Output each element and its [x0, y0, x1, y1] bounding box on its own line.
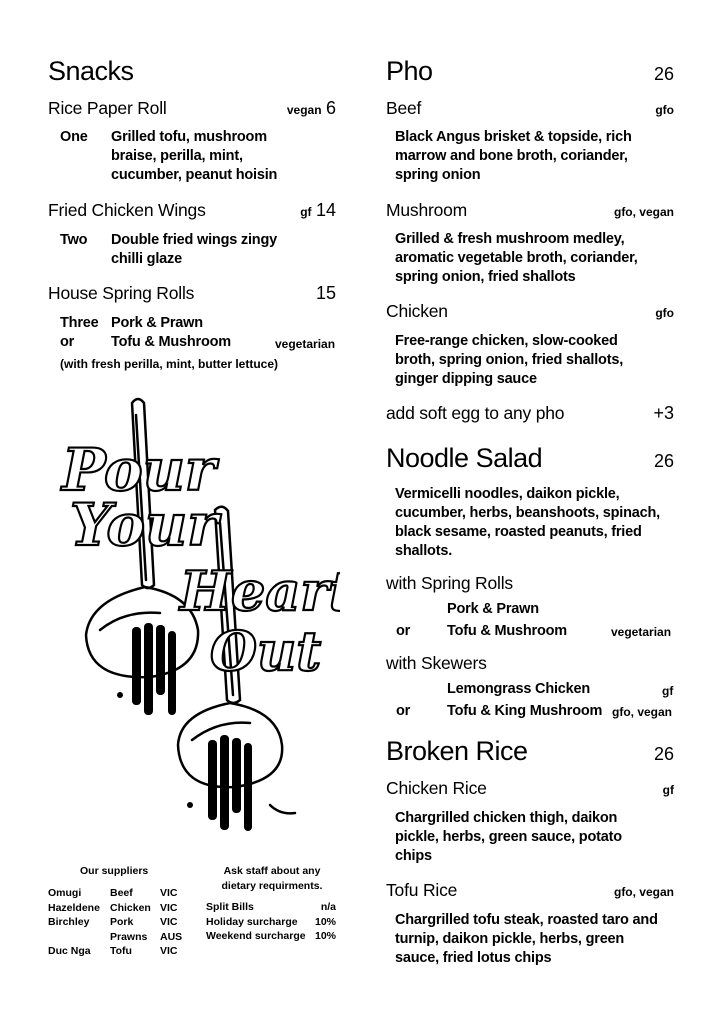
diet-tag: gfo [655, 103, 674, 117]
info-value: 10% [314, 915, 336, 928]
diet-tag: gf [300, 205, 312, 219]
pho-beef-header [386, 98, 674, 119]
supplier-name: Birchley [48, 916, 90, 928]
snacks-title: Snacks [48, 56, 134, 86]
supplier-product: Pork [110, 916, 134, 928]
supplier-name: Hazeldene [48, 901, 100, 914]
or-label: or [396, 623, 411, 639]
pho-title: Pho [386, 56, 433, 86]
pho-price: 26 [653, 64, 674, 84]
item-description: Free-range chicken, slow-cooked broth, spring onion, fried shallots, ginger dipping sauce [395, 333, 624, 387]
supplier-row [48, 944, 200, 959]
supplier-product: Prawns [110, 930, 148, 943]
supplier-name [48, 930, 110, 945]
diet-tag: gf [662, 783, 674, 797]
addon-price: +3 [653, 403, 674, 423]
supplier-row [48, 915, 200, 930]
noodle-salad-price: 26 [653, 451, 674, 471]
rice-paper-roll-header [48, 98, 336, 119]
item-price: 14 [315, 200, 336, 220]
option-1: Pork & Prawn [447, 601, 539, 617]
spoons-drawing [40, 395, 340, 835]
broken-rice-price: 26 [653, 744, 674, 764]
slogan-pour: Pour [62, 436, 216, 504]
item-name: Fried Chicken Wings [48, 200, 206, 220]
diet-tag: vegetarian [611, 625, 672, 639]
item-name: Mushroom [386, 200, 468, 220]
item-name: Chicken [386, 301, 448, 321]
diet-tag: gf [662, 684, 674, 698]
diet-tag: vegetarian [275, 337, 336, 351]
pour-your-heart-out-illustration [40, 395, 340, 835]
supplier-origin: AUS [160, 930, 183, 943]
info-label: Split Bills [206, 901, 254, 913]
suppliers-title: Our suppliers [80, 865, 149, 877]
item-name: with Skewers [386, 653, 487, 673]
slogan-your: Your [70, 491, 218, 559]
info-row [206, 929, 336, 944]
slogan-heart: Heart [180, 559, 340, 623]
supplier-row [48, 886, 200, 901]
info-label: Weekend surcharge [206, 930, 306, 942]
noodle-salad-header [386, 443, 674, 474]
item-price: 15 [315, 283, 336, 303]
supplier-row [48, 930, 200, 945]
broken-rice-title: Broken Rice [386, 736, 528, 766]
addon-label: add soft egg to any pho [386, 403, 565, 423]
pho-header [386, 56, 674, 87]
pho-addon [386, 403, 674, 424]
info-value: 10% [314, 930, 336, 942]
tofu-rice-header [386, 880, 674, 901]
pho-mushroom-header [386, 200, 674, 221]
info-label: Holiday surcharge [206, 915, 298, 928]
item-description: Chargrilled chicken thigh, daikon pickle, herbs, green sauce, potato chips [395, 810, 622, 864]
item-description: Grilled tofu, mushroom braise, perilla, mint, cucumber, peanut hoisin [111, 129, 278, 183]
item-description: Black Angus brisket & topside, rich marrow and bone broth, coriander, spring onion [395, 129, 632, 183]
item-price: 6 [325, 98, 336, 118]
supplier-product: Tofu [110, 945, 132, 957]
item-name: Tofu Rice [386, 880, 458, 900]
supplier-product: Beef [110, 887, 133, 899]
supplier-name: Omugi [48, 887, 82, 899]
item-description: Chargrilled tofu steak, roasted taro and turnip, daikon pickle, herbs, green sauce, fried lotus chips [395, 912, 658, 966]
broken-rice-header [386, 736, 674, 767]
item-name: with Spring Rolls [386, 573, 513, 593]
diet-tag: vegan [286, 103, 322, 117]
suppliers-table [48, 886, 200, 959]
item-description: Vermicelli noodles, daikon pickle, cucumber, herbs, beanshoots, spinach, black sesame, roasted peanuts, fried shallots. [395, 486, 660, 559]
item-description: Grilled & fresh mushroom medley, aromatic vegetable broth, coriander, spring onion, fried shallots [395, 231, 638, 285]
supplier-row [48, 901, 200, 916]
item-qty: One [60, 129, 88, 145]
item-description: Double fried wings zingy chilli glaze [111, 232, 277, 267]
info-row [206, 915, 336, 930]
supplier-name: Duc Nga [48, 945, 91, 957]
item-name: Rice Paper Roll [48, 98, 167, 118]
item-qty: Two [60, 232, 88, 248]
option-2: Tofu & King Mushroom [447, 703, 603, 719]
option-1: Lemongrass Chicken [447, 681, 591, 697]
item-name: Beef [386, 98, 422, 118]
diet-tag: gfo, vegan [613, 885, 674, 899]
supplier-origin: VIC [160, 887, 178, 899]
item-name: House Spring Rolls [48, 283, 195, 303]
supplier-origin: VIC [160, 945, 178, 957]
option-1: Pork & Prawn [111, 315, 203, 331]
supplier-product: Chicken [110, 901, 151, 914]
noodle-salad-title: Noodle Salad [386, 443, 543, 473]
or-label: or [60, 334, 75, 350]
info-row [206, 900, 336, 915]
option-2: Tofu & Mushroom [447, 623, 567, 639]
info-table [206, 900, 336, 944]
diet-tag: gfo, vegan [612, 705, 673, 719]
or-label: or [396, 703, 411, 719]
wings-header [48, 200, 336, 221]
supplier-origin: VIC [160, 901, 178, 914]
diet-tag: gfo, vegan [613, 205, 674, 219]
slogan-out: Out [210, 619, 322, 683]
chicken-rice-header [386, 778, 674, 799]
item-note: (with fresh perilla, mint, butter lettuce) [60, 357, 279, 371]
item-name: Chicken Rice [386, 778, 487, 798]
spring-rolls-header [48, 283, 336, 304]
option-2: Tofu & Mushroom [111, 334, 231, 350]
dietary-note: Ask staff about any dietary requirments. [221, 865, 323, 892]
diet-tag: gfo [655, 306, 674, 320]
supplier-origin: VIC [160, 916, 178, 928]
info-value: n/a [320, 901, 336, 913]
item-qty: Three [60, 315, 99, 331]
pho-chicken-header [386, 301, 674, 322]
